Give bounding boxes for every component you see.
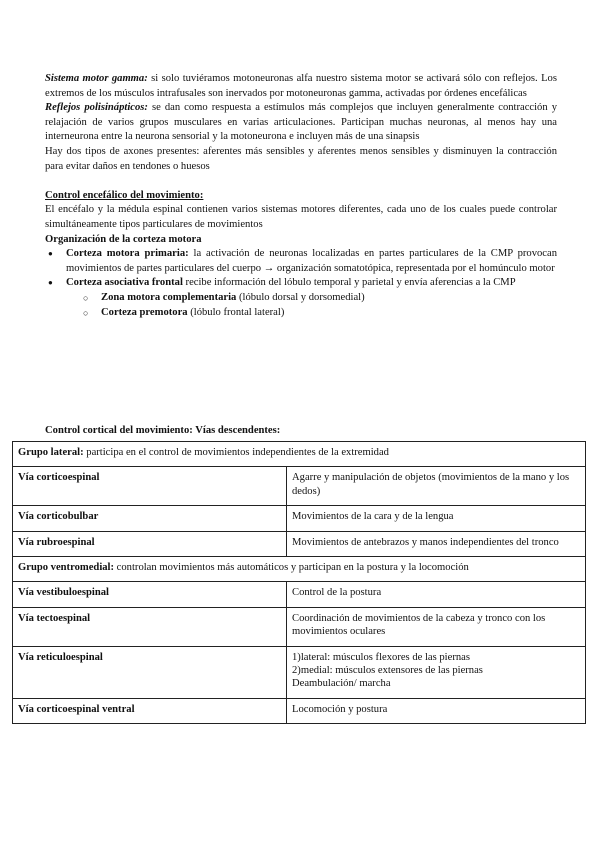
list-item-term: Corteza motora primaria: [66, 248, 189, 260]
poly-term: Reflejos polisinápticos: [45, 102, 148, 114]
pathway-desc: Locomoción y postura [287, 698, 586, 723]
table-row [13, 698, 586, 723]
pathway-desc: Coordinación de movimientos de la cabeza y tronco con los movimientos oculares [287, 607, 586, 646]
group-cell [13, 442, 586, 467]
sublist-item-term: Corteza premotora [101, 306, 188, 318]
sublist-item [66, 306, 557, 321]
poly-paragraph [45, 101, 557, 145]
control-heading [45, 189, 557, 204]
list-item-text: recibe información del lóbulo temporal y parietal y envía aferencias a la CMP [182, 277, 516, 289]
desc-line: 2)medial: músculos extensores de las piernas [292, 665, 483, 677]
sublist-item-text: (lóbulo frontal lateral) [187, 306, 285, 318]
spacer [45, 174, 557, 189]
pathway-name: Vía tectoespinal [13, 607, 287, 646]
table-title: Control cortical del movimiento: Vías descendentes: [45, 425, 281, 436]
table-row [13, 607, 586, 646]
descending-pathways-table [12, 441, 586, 724]
list-item-term: Corteza asociativa frontal [66, 277, 183, 289]
axons-paragraph: Hay dos tipos de axones presentes: aferentes más sensibles y aferentes menos sensibles y disminuyen la contracción para evitar daños en tendones o huesos [45, 145, 557, 172]
pathway-desc: Movimientos de antebrazos y manos independientes del tronco [287, 531, 586, 556]
body-text [45, 72, 557, 320]
group-term: Grupo ventromedial: [18, 562, 115, 574]
sublist-item [66, 291, 557, 306]
desc-line: Deambulación/ marcha [292, 678, 391, 690]
pathway-desc: Movimientos de la cara y de la lengua [287, 506, 586, 531]
group-cell [13, 557, 586, 582]
control-heading-text: Control encefálico del movimiento: [45, 189, 204, 201]
association-sublist [66, 291, 557, 320]
pathway-name: Vía rubroespinal [13, 531, 287, 556]
cortex-list [45, 247, 557, 320]
pathway-name: Vía corticoespinal ventral [13, 698, 287, 723]
table-row [13, 582, 586, 607]
list-item [45, 276, 557, 320]
desc-line: 1)lateral: músculos flexores de las piernas [292, 651, 470, 663]
poly-text: se dan como respuesta a estímulos más complejos que incluyen generalmente contracción y relajación de varios grupos musculares en varias articulaciones. Participan muchas neuronas, al menos hay una interneurona entre la neurona sensorial y la motoneurona e incluyen más de una sinapsis [45, 102, 557, 143]
list-item-text: la activación de neuronas localizadas en partes particulares de la CMP provocan movimientos de partes particulares del cuerpo → organización somatotópica, representada por el homúnculo motor [66, 248, 558, 274]
sublist-item-text: (lóbulo dorsal y dorsomedial) [236, 291, 365, 303]
pathway-desc: Agarre y manipulación de objetos (movimientos de la mano y los dedos) [287, 467, 586, 506]
gamma-text: si solo tuviéramos motoneuronas alfa nuestro sistema motor se activará sólo con reflejos. Los extremos de los músculos intrafusales son inervados por motoneuronas gamma, activadas por órdenes encefálicas [45, 73, 557, 99]
table-row [13, 467, 586, 506]
group-term: Grupo lateral: [18, 447, 84, 458]
group-text: participa en el control de movimientos independientes de la extremidad [83, 447, 389, 458]
pathway-desc: Control de la postura [287, 582, 586, 607]
pathway-name: Vía corticoespinal [13, 467, 287, 506]
gamma-term: Sistema motor gamma: [45, 73, 148, 84]
control-paragraph: El encéfalo y la médula espinal contienen varios sistemas motores diferentes, cada uno de los cuales puede controlar simultáneamente tipos particulares de movimientos [45, 204, 557, 230]
gamma-paragraph [45, 72, 557, 101]
group-text: controlan movimientos más automáticos y participan en la postura y la locomoción [114, 562, 469, 574]
list-item [45, 247, 557, 276]
pathway-name: Vía corticobulbar [13, 506, 287, 531]
group-row-lateral [13, 442, 586, 467]
table-row [13, 506, 586, 531]
table-row [13, 646, 586, 698]
pathway-desc [287, 646, 586, 698]
group-row-ventromedial [13, 557, 586, 582]
table-row [13, 531, 586, 556]
org-heading: Organización de la corteza motora [45, 233, 202, 245]
sublist-item-term: Zona motora complementaria [101, 291, 237, 303]
pathway-name: Vía vestibuloespinal [13, 582, 287, 607]
pathway-name: Vía reticuloespinal [13, 646, 287, 698]
